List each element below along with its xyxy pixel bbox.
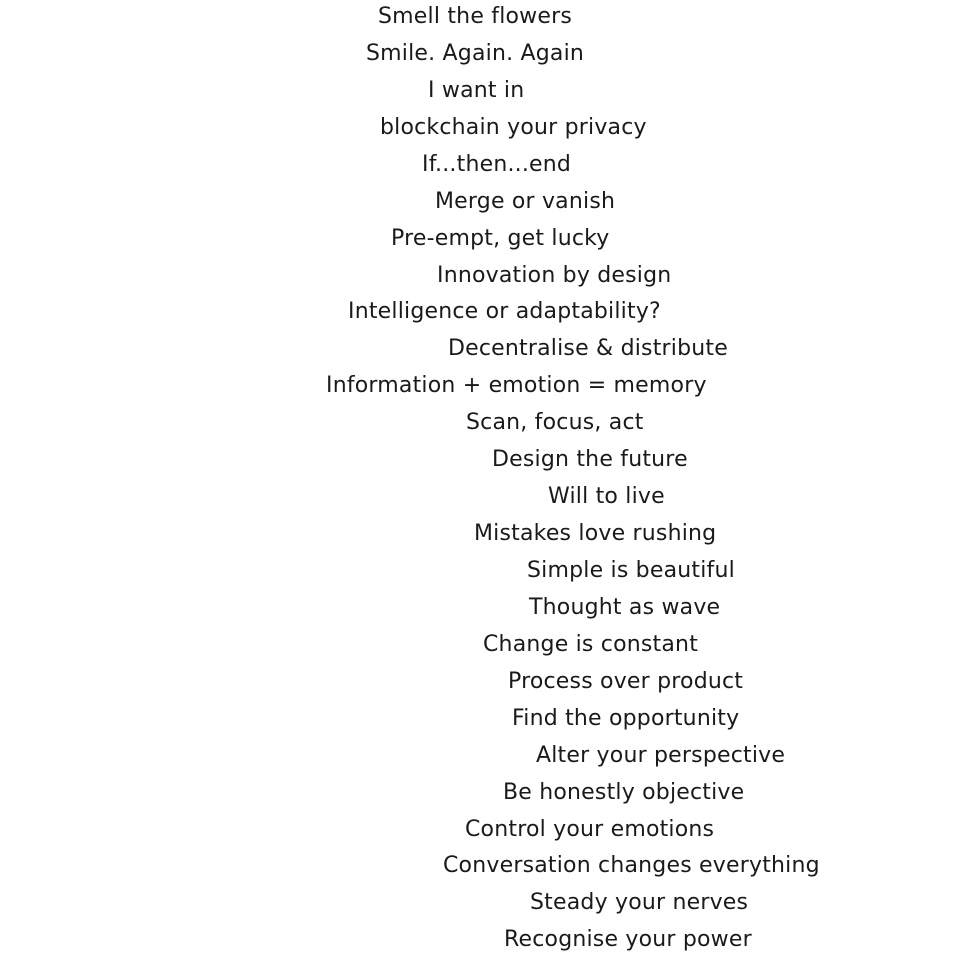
poem-line: Simple is beautiful (527, 558, 735, 583)
poem-line: Be honestly objective (503, 780, 745, 805)
poem-line: Change is constant (483, 632, 699, 657)
poem-line: Alter your perspective (536, 743, 786, 768)
poem-line: Smile. Again. Again (366, 41, 585, 66)
poem-line: Smell the flowers (378, 4, 572, 29)
poem-line: Intelligence or adaptability? (348, 299, 661, 324)
poem-line: Will to live (548, 484, 665, 509)
poem-line: Thought as wave (529, 595, 721, 620)
poem-line: Conversation changes everything (443, 853, 820, 878)
poem-line: Decentralise & distribute (448, 336, 728, 361)
poem-line: Mistakes love rushing (474, 521, 717, 546)
poem-line: blockchain your privacy (380, 115, 647, 140)
poem-line: If...then...end (422, 152, 572, 177)
poem-line: Find the opportunity (512, 706, 740, 731)
poem-line: Innovation by design (437, 263, 672, 288)
poem-line: Information + emotion = memory (326, 373, 707, 398)
poem-line: Design the future (492, 447, 688, 472)
poem-line: Control your emotions (465, 817, 715, 842)
poem-line: Merge or vanish (435, 189, 616, 214)
poem-line: Steady your nerves (530, 890, 749, 915)
poem-line: Process over product (508, 669, 744, 694)
poem-line: I want in (428, 78, 525, 103)
poem-line: Pre-empt, get lucky (391, 226, 610, 251)
poem-line: Scan, focus, act (466, 410, 644, 435)
poem-line: Recognise your power (504, 927, 752, 952)
